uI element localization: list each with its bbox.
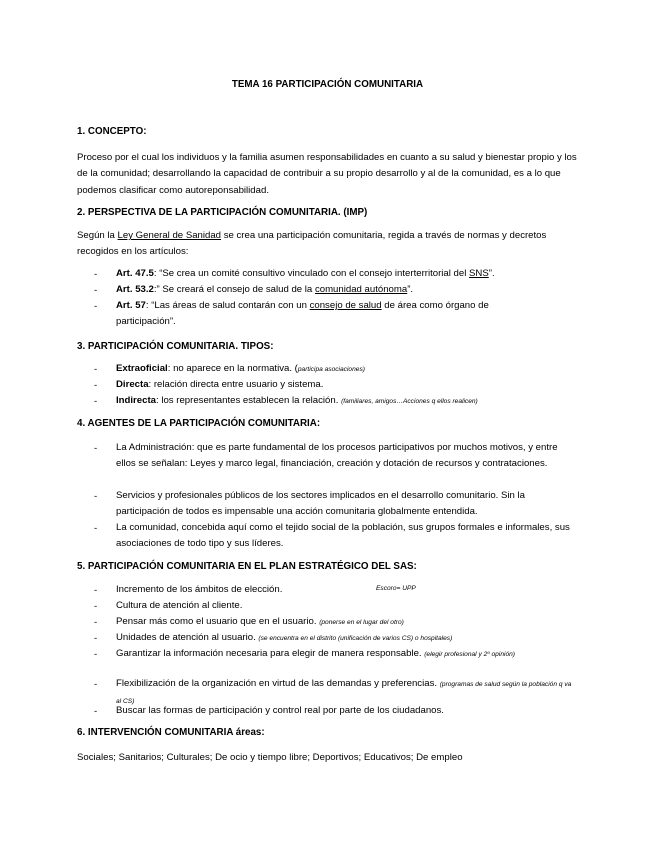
bullet-dash: - [94,633,98,644]
section-2-heading: 2. PERSPECTIVA DE LA PARTICIPACIÓN COMUNITARIA. (IMP) [77,207,368,218]
plan-item: Cultura de atención al cliente. [116,600,243,611]
plan-item: Garantizar la información necesaria para elegir de manera responsable. (elegir profesional y 2º opinión) [116,648,515,659]
bullet-dash: - [94,396,98,407]
ley-general-sanidad: Ley General de Sanidad [117,230,222,241]
type-item: Indirecta: los representantes establecen la relación. (familiares, amigos…Acciones q ellos realicen) [116,395,478,406]
section-2-intro [77,228,582,261]
intro-post: se crea una participación comunitaria, regida a través de normas y decretos recogidos en los artículos: [77,230,547,258]
side-note: Escoro= UPP [376,585,416,592]
plan-item: Pensar más como el usuario que en el usuario. (ponerse en el lugar del otro) [116,616,404,627]
agent-item: La comunidad, concebida aquí como el tejido social de la población, sus grupos formales e informales, sus asociaciones de todo tipo y sus líderes. [116,522,570,550]
type-item: Directa: relación directa entre usuario y sistema. [116,379,324,390]
article-item: Art. 47.5: “Se crea un comité consultivo vinculado con el consejo interterritorial del SNS”. [116,268,495,279]
plan-item: Flexibilización de la organización en virtud de las demandas y preferencias. (programas de salud según la población q va al CS) [116,678,572,705]
section-1-heading: 1. CONCEPTO: [77,126,147,137]
section-6-heading: 6. INTERVENCIÓN COMUNITARIA áreas: [77,727,265,738]
agent-item: Servicios y profesionales públicos de los sectores implicados en el desarrollo comunitario. Sin la participación de todos es impensable una acción comunitaria globalmente entendida. [116,490,525,518]
article-label: Art. 53.2 [116,284,154,295]
article-label: Art. 57 [116,300,146,311]
bullet-dash: - [94,601,98,612]
bullet-dash: - [94,364,98,375]
plan-item: Unidades de atención al usuario. (se encuentra en el distrito (unificación de varios CS) o hospitales) [116,632,453,643]
article-item: Art. 53.2:” Se creará el consejo de salud de la comunidad autónoma”. [116,284,414,295]
type-item: Extraoficial: no aparece en la normativa. (participa asociaciones) [116,363,365,374]
bullet-dash: - [94,285,98,296]
agent-item: La Administración: que es parte fundamental de los procesos participativos por muchos motivos, y entre ellos se señalan: Leyes y marco legal, financiación, creación y dotación de recursos y contrataciones. [116,442,558,470]
article-label: Art. 47.5 [116,268,154,279]
article-item: Art. 57: “Las áreas de salud contarán con un consejo de salud de área como órgano de participación”. [116,300,489,328]
section-6-body: Sociales; Sanitarios; Culturales; De ocio y tiempo libre; Deportivos; Educativos; De empleo [77,752,463,763]
intro-pre: Según la [77,230,118,241]
bullet-dash: - [94,706,98,717]
bullet-dash: - [94,301,98,312]
bullet-dash: - [94,443,98,454]
section-4-heading: 4. AGENTES DE LA PARTICIPACIÓN COMUNITARIA: [77,418,321,429]
section-3-heading: 3. PARTICIPACIÓN COMUNITARIA. TIPOS: [77,341,274,352]
bullet-dash: - [94,585,98,596]
bullet-dash: - [94,617,98,628]
plan-item: Buscar las formas de participación y control real por parte de los ciudadanos. [116,705,444,716]
bullet-dash: - [94,679,98,690]
bullet-dash: - [94,491,98,502]
bullet-dash: - [94,380,98,391]
bullet-dash: - [94,269,98,280]
plan-item: Incremento de los ámbitos de elección. [116,584,283,595]
bullet-dash: - [94,523,98,534]
section-5-heading: 5. PARTICIPACIÓN COMUNITARIA EN EL PLAN ESTRATÉGICO DEL SAS: [77,561,417,572]
bullet-dash: - [94,649,98,660]
page-title: TEMA 16 PARTICIPACIÓN COMUNITARIA [231,79,424,90]
section-1-body: Proceso por el cual los individuos y la familia asumen responsabilidades en cuanto a su salud y bienestar propio y los de la comunidad; desarrollando la capacidad de contribuir a su propio desarrollo y al de la comunidad, es a lo que podemos clasificar como autoreponsabilidad. [77,152,577,196]
